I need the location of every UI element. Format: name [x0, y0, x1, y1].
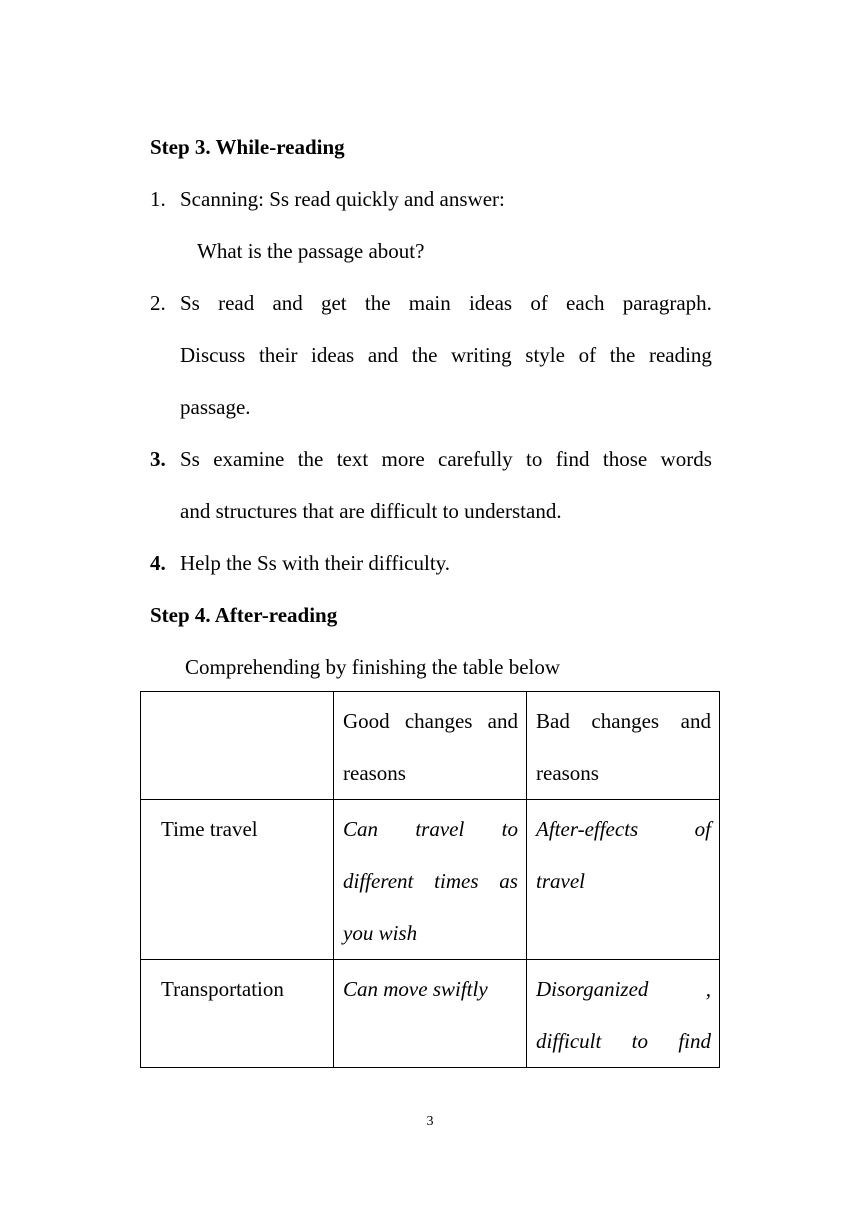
item-1-text: Scanning: Ss read quickly and answer:	[180, 187, 505, 211]
header-good-changes	[334, 692, 527, 800]
header-bad-line-2: reasons	[536, 761, 599, 785]
item-2-line-2: Discuss their ideas and the writing style of the reading	[180, 343, 712, 367]
item-2-number: 2.	[150, 291, 166, 315]
step4-intro: Comprehending by finishing the table below	[185, 655, 561, 679]
header-empty-cell	[141, 692, 334, 800]
item-3-line-1: Ss examine the text more carefully to find those words	[180, 447, 712, 471]
item-2-line-3: passage.	[180, 395, 251, 419]
item-1-number: 1.	[150, 187, 166, 211]
item-3-line-2: and structures that are difficult to understand.	[180, 499, 562, 523]
item-2-line-1: Ss read and get the main ideas of each paragraph.	[180, 291, 712, 315]
row-label-time-travel: Time travel	[141, 800, 334, 960]
comprehension-table	[140, 691, 720, 1068]
header-good-line-2: reasons	[343, 761, 406, 785]
step4-heading: Step 4. After-reading	[150, 603, 338, 627]
step3-heading: Step 3. While-reading	[150, 135, 345, 159]
item-1-question: What is the passage about?	[197, 239, 425, 263]
header-good-line-1: Good changes and	[343, 709, 518, 733]
item-3-number: 3.	[150, 447, 166, 471]
table-row	[141, 800, 720, 960]
row-label-transportation: Transportation	[141, 960, 334, 1068]
table-header-row	[141, 692, 720, 800]
item-4-text: Help the Ss with their difficulty.	[180, 551, 451, 575]
transportation-good: Can move swiftly	[334, 960, 527, 1068]
transportation-bad: Disorganized , difficult to find	[527, 960, 720, 1068]
header-bad-line-1: Bad changes and	[536, 709, 711, 733]
item-4-number: 4.	[150, 551, 166, 575]
table-row	[141, 960, 720, 1068]
header-bad-changes	[527, 692, 720, 800]
page-number: 3	[426, 1114, 434, 1129]
time-travel-good: Can travel to different times as you wish	[334, 800, 527, 960]
time-travel-bad: After-effects of travel	[527, 800, 720, 960]
